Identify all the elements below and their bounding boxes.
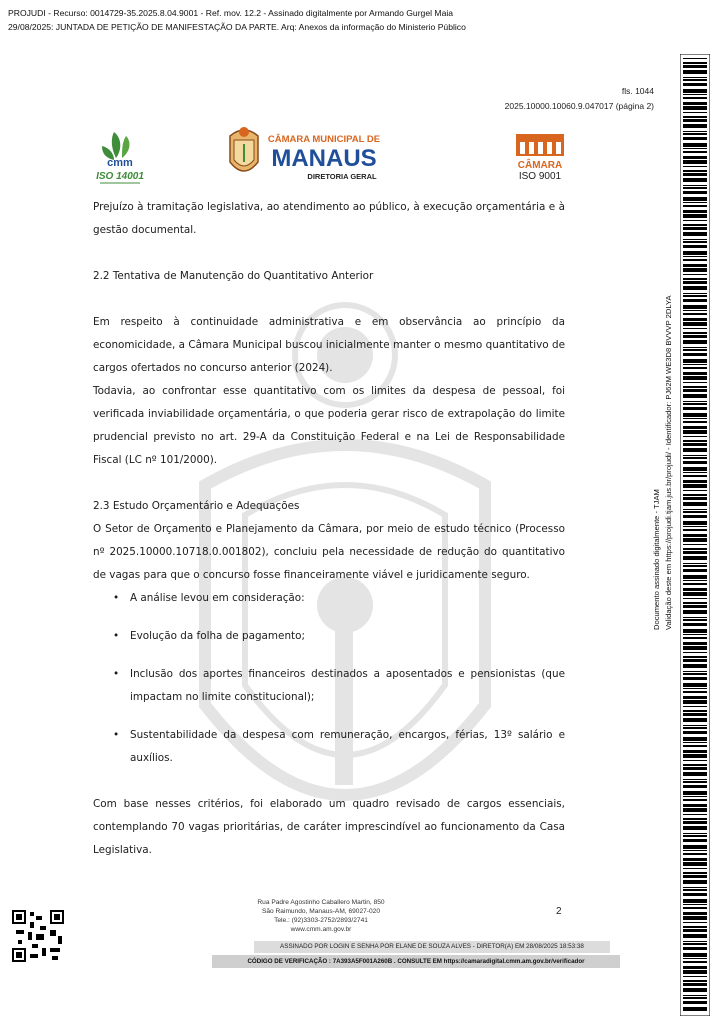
barcode-bar — [683, 79, 707, 81]
barcode-bar — [683, 556, 707, 560]
barcode-bar — [683, 760, 707, 761]
barcode-bar — [683, 77, 707, 78]
barcode-bar — [683, 490, 707, 491]
barcode-bar — [683, 947, 707, 950]
barcode-bar — [683, 922, 707, 923]
barcode-bar — [683, 386, 707, 388]
barcode-bar — [683, 725, 707, 726]
barcode-bar — [683, 256, 707, 257]
barcode-bar — [683, 941, 707, 942]
barcode-bar — [683, 868, 707, 869]
barcode-bar — [683, 426, 707, 429]
barcode-bar — [683, 328, 707, 329]
barcode-bar — [683, 818, 707, 820]
barcode-bar — [683, 966, 707, 969]
barcode-bar — [683, 268, 707, 272]
barcode-bar — [683, 151, 707, 153]
barcode-bar — [683, 340, 707, 344]
barcode-bar — [683, 418, 707, 419]
barcode-bar — [683, 472, 707, 473]
barcode-bar — [683, 241, 707, 243]
barcode-bar — [683, 853, 707, 855]
barcode-bar — [683, 995, 707, 996]
barcode-bar — [683, 779, 707, 780]
barcode-bar — [683, 112, 707, 113]
barcode-bar — [683, 880, 707, 884]
barcode-bar — [683, 62, 707, 64]
projudi-header — [8, 6, 466, 34]
logo-strip — [0, 122, 640, 188]
barcode-bar — [683, 457, 707, 459]
barcode-bar — [683, 124, 707, 128]
bullet-text: Sustentabilidade da despesa com remuneração, encargos, férias, 13º salário e auxílios. — [130, 729, 565, 764]
barcode-bar — [683, 659, 707, 662]
barcode-bar — [683, 65, 707, 68]
barcode-bar — [683, 526, 707, 527]
barcode-bar — [683, 970, 707, 974]
barcode-bar — [683, 443, 707, 446]
paragraph-continuidade: Em respeito à continuidade administrativa e em observância ao princípio da economicidade, a Câmara Municipal buscou inicialmente manter o mesmo quantitativo de cargos ofertados no concurso anterior (2024). — [93, 316, 565, 374]
barcode-bar — [683, 976, 707, 977]
barcode-bar — [683, 436, 707, 437]
barcode-bar — [683, 696, 707, 699]
section-2-2-heading: 2.2 Tentativa de Manutenção do Quantitativo Anterior — [93, 270, 374, 282]
barcode-bar — [683, 133, 707, 135]
barcode-bar — [683, 706, 707, 707]
bullet-icon: • — [113, 630, 120, 642]
bullet-icon: • — [113, 668, 120, 680]
barcode-bar — [683, 1001, 707, 1004]
barcode-bar — [683, 845, 707, 849]
paragraph-setor-orcamento: O Setor de Orçamento e Planejamento da Câmara, por meio de estudo técnico (Processo nº 2025.10000.10718.0.001802), concluiu pela necessidade de redução do quantitativo de vagas para que o concurso fosse financeiramente viável e juridicamente seguro. — [93, 523, 565, 581]
barcode-bar — [683, 602, 707, 604]
barcode-bar — [683, 889, 707, 891]
barcode-bar — [683, 598, 707, 599]
barcode-bar — [683, 305, 707, 309]
barcode-bar — [683, 551, 707, 554]
barcode-bar — [683, 953, 707, 957]
barcode-bar — [683, 534, 707, 537]
barcode-bar — [683, 569, 707, 572]
document-body — [93, 196, 565, 862]
barcode-bar — [683, 191, 707, 194]
barcode-bar — [683, 185, 707, 186]
barcode-bar — [683, 232, 707, 236]
barcode-bar — [683, 588, 707, 591]
barcode-bar — [683, 619, 707, 621]
barcode-bar — [683, 202, 707, 203]
barcode-bar — [683, 826, 707, 830]
iso-9001-logo — [512, 132, 568, 182]
paragraph-todavia: Todavia, ao confrontar esse quantitativo com os limites da despesa de pessoal, foi verificada inviabilidade orçamentária, o que poderia gerar risco de extrapolação do limite prudencial previsto no art. 29-A da Constituição Federal e na Lei de Responsabilidade Fiscal (LC nº 101/2000). — [93, 385, 565, 466]
barcode-bar — [683, 671, 707, 672]
barcode-bar — [683, 178, 707, 182]
barcode-bar — [683, 804, 707, 807]
barcode-bar — [683, 673, 707, 675]
barcode-bar — [683, 563, 707, 564]
barcode-bar — [683, 376, 707, 380]
barcode-bar — [683, 173, 707, 176]
barcode-bar — [683, 239, 707, 240]
barcode-bar — [683, 656, 707, 658]
barcode-bar — [683, 772, 707, 776]
barcode-bar — [683, 293, 707, 294]
barcode-bar — [683, 97, 707, 99]
bullet-item — [93, 663, 565, 709]
barcode-bar — [683, 862, 707, 866]
barcode-bar — [683, 106, 707, 110]
barcode-bar — [683, 332, 707, 334]
header-line-1: PROJUDI - Recurso: 0014729-35.2025.8.04.9001 - Ref. mov. 12.2 - Assinado digitalmente por Armando Gurgel Maia — [8, 8, 454, 18]
barcode-bar — [683, 872, 707, 874]
barcode-bar — [683, 94, 707, 95]
barcode-bar — [683, 166, 707, 167]
barcode-bar — [683, 754, 707, 758]
barcode-bar — [683, 394, 707, 398]
barcode-bar — [683, 259, 707, 261]
barcode-bar — [683, 764, 707, 766]
barcode-bar — [683, 929, 707, 932]
barcode-bar — [683, 224, 707, 226]
barcode-bar — [683, 623, 707, 626]
bullet-icon: • — [113, 729, 120, 741]
barcode-bar — [683, 286, 707, 290]
barcode-bar — [683, 785, 707, 788]
paragraph-prejuizo: Prejuízo à tramitação legislativa, ao atendimento ao público, à execução orçamentária e à gestão documental. — [93, 201, 565, 236]
section-2-3-heading: 2.3 Estudo Orçamentário e Adequações — [93, 500, 300, 512]
barcode-bar — [683, 575, 707, 579]
barcode-bar — [683, 700, 707, 704]
barcode-bar — [683, 961, 707, 963]
barcode-bar — [683, 70, 707, 74]
barcode-bar — [683, 455, 707, 456]
barcode-bar — [683, 548, 707, 550]
barcode-bar — [683, 580, 707, 581]
barcode — [680, 54, 710, 1016]
barcode-bar — [683, 727, 707, 729]
bullet-item — [93, 587, 565, 610]
barcode-bar — [683, 475, 707, 477]
barcode-bar — [683, 652, 707, 653]
barcode-bar — [683, 538, 707, 542]
barcode-bar — [683, 605, 707, 608]
barcode-bar — [683, 943, 707, 945]
barcode-bar — [683, 899, 707, 903]
barcode-bar — [683, 349, 707, 351]
iso-14001-logo — [92, 128, 148, 186]
barcode-bar — [683, 295, 707, 297]
barcode-bar — [683, 742, 707, 743]
barcode-bar — [683, 497, 707, 500]
barcode-bar — [683, 718, 707, 722]
page-number: 2 — [556, 906, 562, 917]
barcode-bar — [683, 642, 707, 645]
barcode-bar — [683, 484, 707, 488]
footer-address — [236, 898, 406, 934]
barcode-bar — [683, 713, 707, 716]
barcode-bar — [683, 750, 707, 753]
barcode-bar — [683, 821, 707, 824]
barcode-bar — [683, 227, 707, 230]
barcode-bar — [683, 677, 707, 680]
barcode-bar — [683, 143, 707, 147]
barcode-bar — [683, 372, 707, 375]
barcode-bar — [683, 634, 707, 635]
barcode-bar — [683, 494, 707, 496]
barcode-bar — [683, 808, 707, 812]
svg-text:cmm: cmm — [107, 157, 133, 169]
barcode-bar — [683, 310, 707, 311]
barcode-bar — [683, 245, 707, 248]
barcode-bar — [683, 833, 707, 834]
barcode-bar — [683, 767, 707, 770]
barcode-bar — [683, 688, 707, 689]
cmm-sub-text: DIRETORIA GERAL — [307, 172, 377, 181]
barcode-bar — [683, 646, 707, 650]
barcode-bar — [683, 515, 707, 518]
camara-manaus-logo — [220, 122, 390, 186]
barcode-bar — [683, 364, 707, 365]
header-line-2: 29/08/2025: JUNTADA DE PETIÇÃO DE MANIFESTAÇÃO DA PARTE. Arq: Anexos da informação do Ministerio Público — [8, 22, 466, 32]
barcode-bar — [683, 170, 707, 172]
side-line-2: Validação deste em https://projudi.tjam.jus.br/projudi/ - Identificador: PJ62M WE3D8 BVVVP 2DLYA — [664, 295, 673, 630]
barcode-bar — [683, 511, 707, 513]
barcode-bar — [683, 799, 707, 801]
barcode-bar — [683, 997, 707, 999]
barcode-bar — [683, 791, 707, 795]
barcode-bar — [683, 299, 707, 302]
barcode-bar — [683, 912, 707, 915]
barcode-bar — [683, 529, 707, 531]
barcode-bar — [683, 683, 707, 687]
barcode-bar — [683, 430, 707, 434]
barcode-bar — [683, 988, 707, 992]
barcode-bar — [683, 131, 707, 132]
bullet-text: A análise levou em consideração: — [130, 592, 305, 604]
barcode-bar — [683, 89, 707, 93]
barcode-bar — [683, 796, 707, 797]
barcode-bar — [683, 205, 707, 207]
barcode-bar — [683, 448, 707, 452]
barcode-bar — [683, 592, 707, 596]
barcode-bar — [683, 565, 707, 567]
barcode-bar — [683, 421, 707, 423]
barcode-bar — [683, 875, 707, 878]
barcode-bar — [683, 502, 707, 506]
bullet-item — [93, 724, 565, 770]
barcode-bar — [683, 467, 707, 471]
side-validation-text — [648, 190, 678, 630]
barcode-bar — [683, 617, 707, 618]
barcode-bar — [683, 664, 707, 668]
barcode-bar — [683, 887, 707, 888]
barcode-bar — [683, 197, 707, 201]
barcode-bar — [683, 509, 707, 510]
barcode-bar — [683, 835, 707, 837]
barcode-bar — [683, 926, 707, 928]
barcode-bar — [683, 440, 707, 442]
barcode-bar — [683, 850, 707, 851]
barcode-bar — [683, 980, 707, 982]
barcode-bar — [683, 731, 707, 734]
fls-number: fls. 1044 — [621, 86, 654, 96]
barcode-bar — [683, 858, 707, 861]
iso9001-text: ISO 9001 — [518, 171, 562, 182]
barcode-bar — [683, 407, 707, 410]
barcode-bar — [683, 637, 707, 639]
paragraph-conclusao: Com base nesses critérios, foi elaborado um quadro revisado de cargos essenciais, contemplando 70 vagas prioritárias, de caráter imprescindível ao funcionamento da Casa Legislativa. — [93, 798, 565, 856]
phone-line: Tele.: (92)3303-2752/2893/2741 — [274, 917, 368, 924]
barcode-bar — [683, 220, 707, 221]
barcode-bar — [683, 893, 707, 896]
website-link[interactable]: www.cmm.am.gov.br — [290, 926, 352, 933]
barcode-bar — [683, 359, 707, 363]
barcode-bar — [683, 907, 707, 909]
barcode-bar — [683, 983, 707, 986]
barcode-bar — [683, 347, 707, 348]
barcode-bar — [683, 737, 707, 741]
barcode-bar — [683, 544, 707, 545]
cmm-top-text: CÂMARA MUNICIPAL DE — [267, 134, 381, 145]
barcode-bar — [683, 745, 707, 747]
cmm-main-text: MANAUS — [271, 145, 377, 172]
barcode-bar — [683, 691, 707, 693]
barcode-bar — [683, 389, 707, 392]
barcode-bar — [683, 403, 707, 405]
barcode-bar — [683, 322, 707, 326]
barcode-bar — [683, 904, 707, 905]
barcode-bar — [683, 278, 707, 280]
side-line-1: Documento assinado digitalmente - TJAM — [652, 489, 661, 630]
bullet-text: Inclusão dos aportes financeiros destinados a aposentados e pensionistas (que impactam no limite constitucional); — [130, 668, 565, 703]
barcode-bar — [683, 413, 707, 417]
barcode-bar — [683, 367, 707, 369]
camara-text: CÂMARA — [517, 160, 563, 171]
barcode-bar — [683, 274, 707, 275]
barcode-bar — [683, 480, 707, 483]
barcode-bar — [683, 461, 707, 464]
barcode-bar — [683, 58, 707, 59]
verification-strip: CÓDIGO DE VERIFICAÇÃO : 7A393A5F001A260B . CONSULTE EM https://camaradigital.cmm.am.gov.br/verificador — [212, 955, 620, 968]
barcode-bar — [683, 83, 707, 86]
barcode-bar — [683, 187, 707, 189]
barcode-bar — [683, 116, 707, 118]
barcode-bar — [683, 210, 707, 213]
barcode-bar — [683, 251, 707, 255]
address-line-2: São Raimundo, Manaus-AM, 69027-020 — [261, 908, 381, 915]
barcode-bar — [683, 160, 707, 164]
page-meta — [505, 84, 654, 114]
barcode-bar — [683, 382, 707, 383]
barcode-bar — [683, 264, 707, 267]
barcode-bar — [683, 353, 707, 356]
barcode-bar — [683, 583, 707, 585]
barcode-bar — [683, 214, 707, 218]
process-number: 2025.10000.10060.9.047017 (página 2) — [504, 101, 654, 111]
qr-code — [12, 910, 64, 962]
barcode-bar — [683, 148, 707, 149]
barcode-bar — [683, 137, 707, 140]
barcode-bar — [683, 401, 707, 402]
barcode-bar — [683, 102, 707, 105]
signature-strip: ASSINADO POR LOGIN E SENHA POR ELANE DE SOUZA ALVES - DIRETOR(A) EM 28/08/2025 18:53:38 — [254, 941, 610, 953]
barcode-bar — [683, 156, 707, 159]
barcode-bar — [683, 335, 707, 338]
iso14001-text: ISO 14001 — [96, 171, 144, 182]
barcode-bar — [683, 119, 707, 122]
barcode-bar — [683, 318, 707, 321]
barcode-bar — [683, 1007, 707, 1011]
barcode-bar — [683, 629, 707, 633]
barcode-bar — [683, 916, 707, 920]
barcode-bar — [683, 521, 707, 525]
bullet-text: Evolução da folha de pagamento; — [130, 630, 305, 642]
barcode-bar — [683, 934, 707, 938]
barcode-bar — [683, 814, 707, 815]
barcode-bar — [683, 610, 707, 614]
barcode-bar — [683, 313, 707, 315]
bullet-icon: • — [113, 592, 120, 604]
barcode-bar — [683, 781, 707, 783]
barcode-bar — [683, 710, 707, 712]
barcode-bar — [683, 281, 707, 284]
bullet-item — [93, 625, 565, 648]
address-line-1: Rua Padre Agostinho Caballero Martin, 850 — [257, 899, 385, 906]
barcode-bar — [683, 958, 707, 959]
barcode-bar — [683, 839, 707, 842]
